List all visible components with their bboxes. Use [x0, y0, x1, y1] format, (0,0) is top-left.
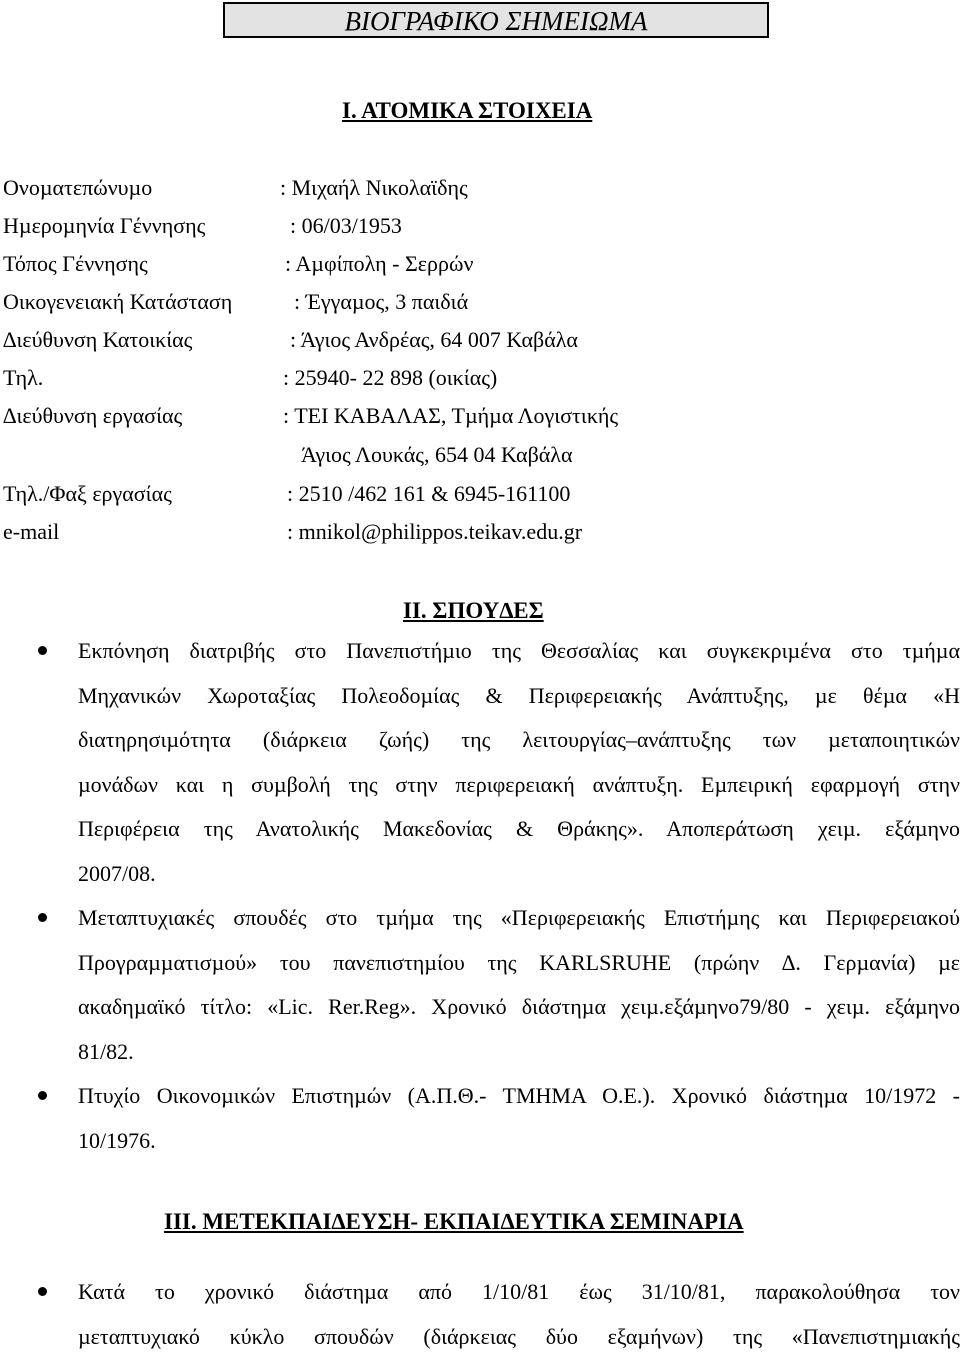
info-row-birthdate [3, 213, 953, 243]
text-line: Εκπόνηση διατριβής στο Πανεπιστήµιο της Θεσσαλίας και συγκεκριµένα στο τµήµα [78, 636, 960, 681]
document-title: ΒΙΟΓΡΑΦΙΚΟ ΣΗΜΕΙΩΜΑ [223, 2, 769, 38]
info-label: ∆ιεύθυνση Κατοικίας [3, 327, 192, 353]
info-value: : mnikol@philippos.teikav.edu.gr [287, 519, 582, 545]
info-value: : 06/03/1953 [290, 213, 402, 239]
info-value: : 2510 /462 161 & 6945-161100 [287, 481, 570, 507]
info-row-home-address [3, 327, 953, 357]
text-line: Προγραµµατισµού» του πανεπιστηµίου της KARLSRUHE (πρώην ∆. Γερµανία) µε [78, 948, 960, 993]
info-row-work-address [3, 403, 953, 433]
list-item-study-masters [78, 903, 960, 1081]
list-item-study-degree [78, 1081, 960, 1170]
info-label: Τηλ./Φαξ εργασίας [3, 481, 172, 507]
info-row-name [3, 175, 953, 205]
info-label: ∆ιεύθυνση εργασίας [3, 403, 182, 429]
info-row-work-address-line2 [3, 442, 953, 472]
text-line: Πτυχίο Οικονοµικών Επιστηµών (Α.Π.Θ.- ΤΜΗΜΑ Ο.Ε.). Χρονικό διάστηµα 10/1972 - [78, 1081, 960, 1126]
info-value: : Άγιος Ανδρέας, 64 007 Καβάλα [290, 327, 578, 353]
section-heading-training: ΙΙΙ. ΜΕΤΕΚΠΑΙ∆ΕΥΣΗ- ΕΚΠΑΙ∆ΕΥΤΙΚΑ ΣΕΜΙΝΑΡΙΑ [164, 1209, 744, 1235]
text-line: Μεταπτυχιακές σπουδές στο τµήµα της «Περιφερειακής Επιστήµης και Περιφερειακού [78, 903, 960, 948]
text-line: 10/1976. [78, 1126, 960, 1171]
info-value: : Αµφίπολη - Σερρών [285, 251, 473, 277]
section-heading-personal: Ι. ΑΤΟΜΙΚΑ ΣΤΟΙΧΕΙΑ [342, 98, 592, 124]
text-line: µονάδων και η συµβολή της στην περιφερειακή ανάπτυξη. Εµπειρική εφαρµογή στην [78, 770, 960, 815]
text-line: Μηχανικών Χωροταξίας Πολεοδοµίας & Περιφερειακής Ανάπτυξης, µε θέµα «Η [78, 681, 960, 726]
text-line: Κατά το χρονικό διάστηµα από 1/10/81 έως 31/10/81, παρακολούθησα τον [78, 1277, 960, 1322]
info-value: : ΤΕΙ ΚΑΒΑΛΑΣ, Τµήµα Λογιστικής [283, 403, 618, 429]
bullet-icon [38, 1287, 47, 1296]
info-row-marital-status [3, 289, 953, 319]
info-value: Άγιος Λουκάς, 654 04 Καβάλα [301, 442, 573, 468]
text-line: 81/82. [78, 1037, 960, 1082]
text-line: διατηρησιµότητα (διάρκεια ζωής) της λειτουργίας–ανάπτυξης των µεταποιητικών [78, 725, 960, 770]
info-label: e-mail [3, 519, 59, 545]
info-row-work-phone-fax [3, 481, 953, 511]
list-item-training [78, 1277, 960, 1366]
bullet-icon [38, 1091, 47, 1100]
info-value: : Μιχαήλ Νικολαϊδης [280, 175, 468, 201]
info-label: Οικογενειακή Κατάσταση [3, 289, 232, 315]
info-value: : 25940- 22 898 (οικίας) [283, 365, 497, 391]
info-label: Τηλ. [3, 365, 43, 391]
info-label: Τόπος Γέννησης [3, 251, 148, 277]
text-line: µεταπτυχιακό κύκλο σπουδών (διάρκειας δύο εξαµήνων) της «Πανεπιστηµιακής [78, 1322, 960, 1366]
info-label: Ηµεροµηνία Γέννησης [3, 213, 205, 239]
bullet-icon [38, 913, 47, 922]
text-line: 2007/08. [78, 859, 960, 904]
section-heading-studies: ΙΙ. ΣΠΟΥ∆ΕΣ [403, 598, 544, 624]
text-line: Περιφέρεια της Ανατολικής Μακεδονίας & Θράκης». Αποπεράτωση χειµ. εξάµηνο [78, 814, 960, 859]
info-row-phone [3, 365, 953, 395]
list-item-study-phd [78, 636, 960, 903]
info-value: : Έγγαµος, 3 παιδιά [294, 289, 468, 315]
info-row-email [3, 519, 953, 549]
info-label: Ονοµατεπώνυµο [3, 175, 152, 201]
bullet-icon [38, 646, 47, 655]
text-line: ακαδηµαϊκό τίτλο: «Lic. Rer.Reg». Χρονικό διάστηµα χειµ.εξάµηνο79/80 - χειµ. εξάµηνο [78, 992, 960, 1037]
info-row-birthplace [3, 251, 953, 281]
